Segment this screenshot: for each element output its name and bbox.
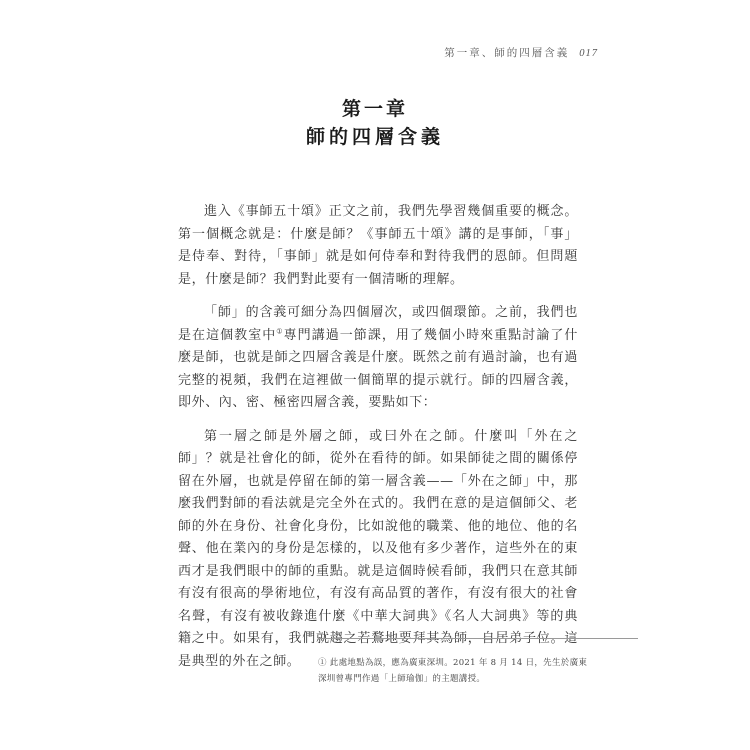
running-title: 第一章、師的四層含義 <box>444 47 570 59</box>
paragraph-3: 第一層之師是外層之師，或曰外在之師。什麼叫「外在之師」？就是社會化的師，從外在看待的師。如果師徒之間的關係停留在外層，也就是停留在師的第一層含義——「外在之師」中，那麼我們對師的看法就是完全外在式的。我們在意的是這個師父、老師的外在身份、社會化身份，比如說他的職業、他的地位、他的名聲、他在業內的身份是怎樣的，以及他有多少著作，這些外在的東西才是我們眼中的師的重點。就是這個時候看師，我們只在意其師有沒有很高的學術地位，有沒有高品質的著作，有沒有很大的社會名聲，有沒有被收錄進什麼《中華大詞典》《名人大詞典》等的典籍之中。如果有，我們就趨之若鶩地要拜其為師，自居弟子位。這是典型的外在之師。 <box>178 428 578 669</box>
footnote-marker: ① <box>276 327 284 336</box>
chapter-label: 第一章 <box>341 98 408 120</box>
chapter-title: 師的四層含義 <box>305 126 444 148</box>
body-text <box>178 201 578 684</box>
footnote-divider <box>318 638 638 639</box>
paragraph-2 <box>178 302 578 415</box>
paragraph-1: 進入《事師五十頌》正文之前，我們先學習幾個重要的概念。第一個概念就是：什麼是師？《事師五十頌》講的是事師，「事」是侍奉、對待，「事師」就是如何侍奉和對待我們的恩師。但問題是，什麼是師？我們對此要有一個清晰的理解。 <box>178 204 578 287</box>
paragraph-2-part-2: 專門講過一節課，用了幾個小時來重點討論了什麼是師，也就是師之四層含義是什麼。既然之前有過討論，也有過完整的視頻，我們在這裡做一個簡單的提示就行。師的四層含義，即外、內、密、極密四層含義，要點如下： <box>178 327 578 410</box>
footnote: ① 此處地點為誤，應為廣東深圳。2021 年 8 月 14 日，先生於廣東深圳曾專門作過「上師瑜伽」的主題講授。 <box>318 658 588 684</box>
running-header <box>444 45 598 60</box>
paragraph-2-part-1: 「師」的含義可細分為四個層次，或四個環節。之前，我們也是在這個教室中 <box>178 305 578 343</box>
page-number: 017 <box>579 48 598 59</box>
